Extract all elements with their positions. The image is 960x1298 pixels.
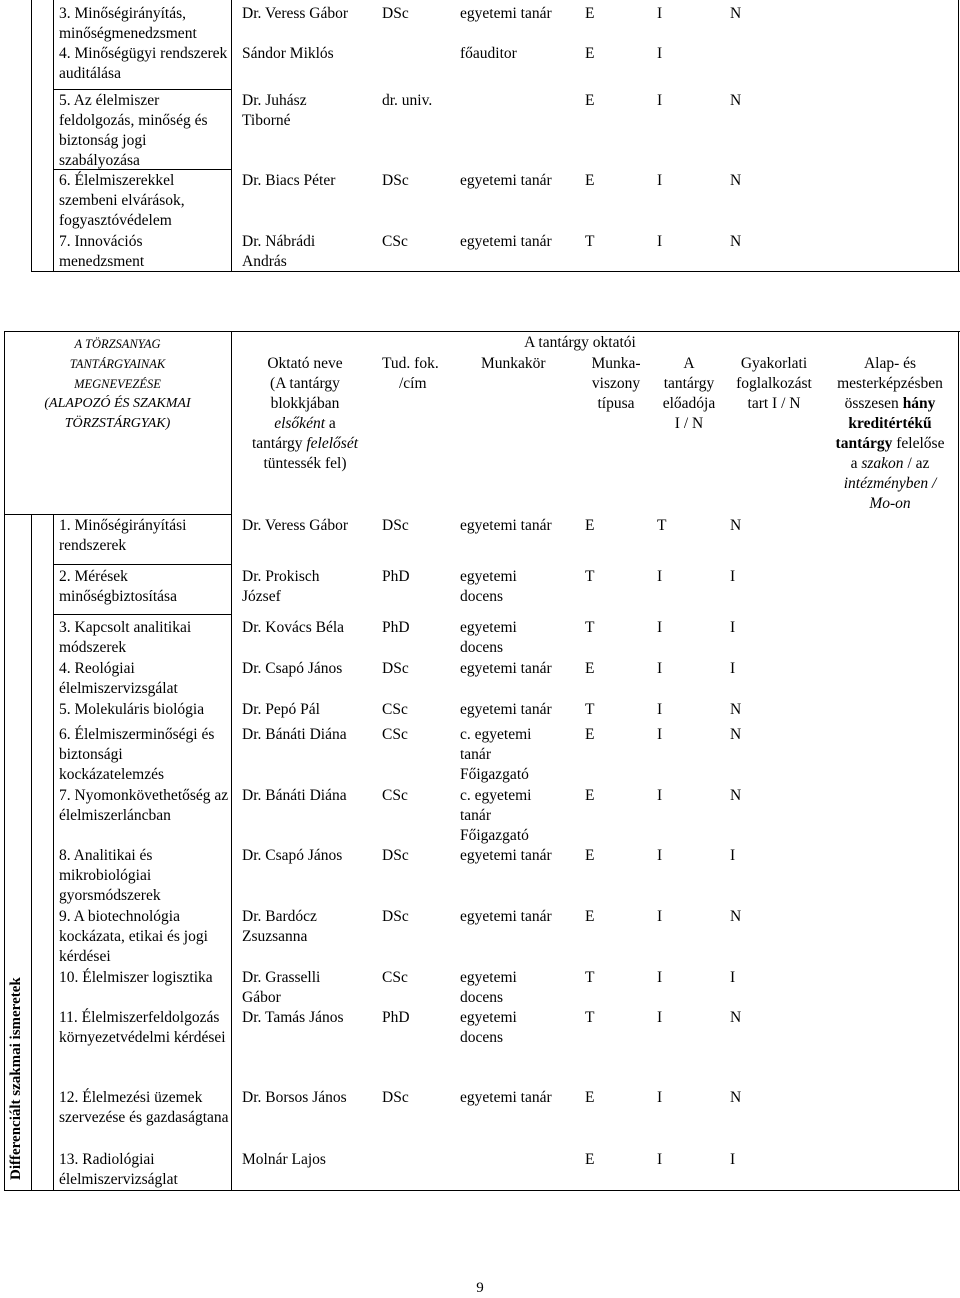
subject-cell: 1. Minőségirányítási rendszerek (59, 517, 187, 554)
credit-column-header: Alap- és mesterképzésben összesen hány kreditértékű tantárgy felelőse a szakon / az intézményben / Mo-on (835, 355, 945, 512)
employment-type-cell: E (585, 847, 595, 864)
practice-cell: I (730, 847, 736, 864)
teacher-name-cell: Dr. Kovács Béla (242, 619, 345, 636)
position-cell: egyetemi tanár (460, 517, 552, 534)
degree-cell: DSc (382, 847, 409, 864)
lecturer-cell: I (657, 1089, 663, 1106)
position-cell: egyetemi tanár (460, 660, 552, 677)
lecturer-cell: I (657, 701, 663, 718)
teacher-name-cell: Dr. Prokisch József (242, 568, 320, 605)
lecturer-cell: I (657, 233, 663, 250)
subject-cell: 10. Élelmiszer logisztika (59, 969, 213, 986)
lecturer-cell: I (657, 660, 663, 677)
employment-type-cell: E (585, 517, 595, 534)
position-cell: egyetemi tanár (460, 847, 552, 864)
employment-type-cell: E (585, 787, 595, 804)
lecturer-cell: I (657, 908, 663, 925)
practice-cell: N (730, 5, 742, 22)
position-cell: egyetemi docens (460, 1009, 517, 1046)
teacher-name-cell: Dr. Bánáti Diána (242, 726, 347, 743)
degree-column-header: Tud. fok. /cím (382, 355, 439, 392)
employment-type-cell: T (585, 969, 595, 986)
teacher-name-cell: Dr. Biacs Péter (242, 172, 336, 189)
employment-type-cell: T (585, 701, 595, 718)
employment-type-cell: E (585, 1089, 595, 1106)
position-cell: egyetemi tanár (460, 5, 552, 22)
subject-cell: 4. Reológiai élelmiszervizsgálat (59, 660, 178, 697)
employment-type-cell: E (585, 172, 595, 189)
position-cell: c. egyetemi tanár Főigazgató (460, 726, 532, 783)
subject-cell: 13. Radiológiai élelmiszervizságlat (59, 1151, 178, 1188)
practice-cell: N (730, 172, 742, 189)
lecturer-cell: I (657, 619, 663, 636)
teacher-name-cell: Dr. Pepó Pál (242, 701, 320, 718)
lecturer-cell: I (657, 92, 663, 109)
subject-cell: 9. A biotechnológia kockázata, etikai és jogi kérdései (59, 908, 208, 965)
degree-cell: CSc (382, 726, 408, 743)
position-cell: egyetemi tanár (460, 701, 552, 718)
degree-cell: DSc (382, 908, 409, 925)
lecturer-column-header: A tantárgy előadója I / N (662, 355, 716, 432)
degree-cell: CSc (382, 787, 408, 804)
subject-cell: 6. Élelmiszerminőségi és biztonsági kockázatelemzés (59, 726, 215, 783)
subject-cell: 7. Innovációs menedzsment (59, 233, 145, 270)
vertical-section-label: Differenciált szakmai ismeretek (8, 977, 24, 1180)
teachers-group-title: A tantárgy oktatói (524, 334, 636, 351)
teacher-name-cell: Dr. Veress Gábor (242, 517, 349, 534)
lecturer-cell: T (657, 517, 667, 534)
degree-cell: DSc (382, 517, 409, 534)
page-number: 9 (476, 1280, 484, 1296)
teacher-name-cell: Dr. Juhász Tiborné (242, 92, 307, 129)
position-cell: egyetemi tanár (460, 172, 552, 189)
teacher-name-cell: Molnár Lajos (242, 1151, 326, 1168)
teacher-name-cell: Dr. Tamás János (242, 1009, 344, 1026)
degree-cell: DSc (382, 1089, 409, 1106)
position-cell: egyetemi tanár (460, 908, 552, 925)
degree-cell: DSc (382, 5, 409, 22)
position-cell: egyetemi docens (460, 619, 517, 656)
subject-cell: 5. Az élelmiszer feldolgozás, minőség és biztonság jogi szabályozása (59, 92, 208, 169)
employment-type-cell: E (585, 726, 595, 743)
degree-cell: CSc (382, 233, 408, 250)
employment-type-cell: T (585, 1009, 595, 1026)
employment-type-cell: T (585, 233, 595, 250)
position-cell: egyetemi tanár (460, 1089, 552, 1106)
teacher-name-cell: Dr. Bardócz Zsuzsanna (242, 908, 317, 945)
practice-cell: N (730, 517, 742, 534)
lecturer-cell: I (657, 726, 663, 743)
practice-cell: N (730, 701, 742, 718)
position-cell: főauditor (460, 45, 517, 62)
practice-cell: N (730, 233, 742, 250)
practice-cell: I (730, 1151, 736, 1168)
practice-cell: N (730, 1009, 742, 1026)
lecturer-cell: I (657, 787, 663, 804)
practice-cell: N (730, 908, 742, 925)
degree-cell: PhD (382, 619, 410, 636)
degree-cell: PhD (382, 1009, 410, 1026)
lecturer-cell: I (657, 568, 663, 585)
lecturer-cell: I (657, 5, 663, 22)
position-cell: egyetemi docens (460, 969, 517, 1006)
degree-cell: CSc (382, 701, 408, 718)
subject-cell: 8. Analitikai és mikrobiológiai gyorsmódszerek (59, 847, 161, 904)
lecturer-cell: I (657, 45, 663, 62)
degree-cell: dr. univ. (382, 92, 433, 109)
teacher-name-cell: Dr. Grasselli Gábor (242, 969, 321, 1006)
degree-cell: CSc (382, 969, 408, 986)
practice-cell: I (730, 969, 736, 986)
subject-cell: 11. Élelmiszerfeldolgozás környezetvédelmi kérdései (59, 1009, 226, 1046)
degree-cell: DSc (382, 172, 409, 189)
teacher-name-cell: Dr. Bánáti Diána (242, 787, 347, 804)
subject-cell: 3. Minőségirányítás, minőségmenedzsment (59, 5, 197, 42)
teacher-name-column-header: Oktató neve (A tantárgy blokkjában elsőként a tantárgy felelősét tüntessék fel) (251, 355, 359, 472)
employment-type-cell: T (585, 619, 595, 636)
degree-cell: DSc (382, 660, 409, 677)
position-cell: egyetemi tanár (460, 233, 552, 250)
employment-type-cell: T (585, 568, 595, 585)
subject-cell: 7. Nyomonkövethetőség az élelmiszerláncban (59, 787, 229, 824)
teacher-name-cell: Dr. Csapó János (242, 660, 343, 677)
subject-cell: 2. Mérések minőségbiztosítása (59, 568, 177, 605)
teacher-name-cell: Dr. Veress Gábor (242, 5, 349, 22)
employment-type-column-header: Munka- viszony típusa (591, 355, 641, 412)
practice-cell: I (730, 568, 736, 585)
subject-cell: 3. Kapcsolt analitikai módszerek (59, 619, 192, 656)
practice-cell: N (730, 1089, 742, 1106)
position-cell: egyetemi docens (460, 568, 517, 605)
subject-cell: 6. Élelmiszerekkel szembeni elvárások, fogyasztóvédelem (59, 172, 185, 229)
lecturer-cell: I (657, 172, 663, 189)
employment-type-cell: E (585, 5, 595, 22)
teacher-name-cell: Dr. Borsos János (242, 1089, 347, 1106)
practice-column-header: Gyakorlati foglalkozást tart I / N (736, 355, 812, 412)
practice-cell: N (730, 92, 742, 109)
subject-cell: 4. Minőségügyi rendszerek auditálása (59, 45, 228, 82)
employment-type-cell: E (585, 92, 595, 109)
subject-cell: 12. Élelmezési üzemek szervezése és gazdaságtana (59, 1089, 229, 1126)
lecturer-cell: I (657, 847, 663, 864)
teacher-name-cell: Dr. Csapó János (242, 847, 343, 864)
lecturer-cell: I (657, 1009, 663, 1026)
teacher-name-cell: Dr. Nábrádi András (242, 233, 316, 270)
subject-cell: 5. Molekuláris biológia (59, 701, 205, 718)
degree-cell: PhD (382, 568, 410, 585)
employment-type-cell: E (585, 45, 595, 62)
employment-type-cell: E (585, 660, 595, 677)
employment-type-cell: E (585, 1151, 595, 1168)
lecturer-cell: I (657, 969, 663, 986)
teacher-name-cell: Sándor Miklós (242, 45, 334, 62)
practice-cell: I (730, 660, 736, 677)
subject-column-header: A TÖRZSANYAG TANTÁRGYAINAK MEGNEVEZÉSE (ALAPOZÓ ÉS SZAKMAI TÖRZSTÁRGYAK) (44, 337, 191, 431)
practice-cell: I (730, 619, 736, 636)
practice-cell: N (730, 726, 742, 743)
lecturer-cell: I (657, 1151, 663, 1168)
employment-type-cell: E (585, 908, 595, 925)
position-column-header: Munkakör (481, 355, 546, 372)
practice-cell: N (730, 787, 742, 804)
position-cell: c. egyetemi tanár Főigazgató (460, 787, 532, 844)
